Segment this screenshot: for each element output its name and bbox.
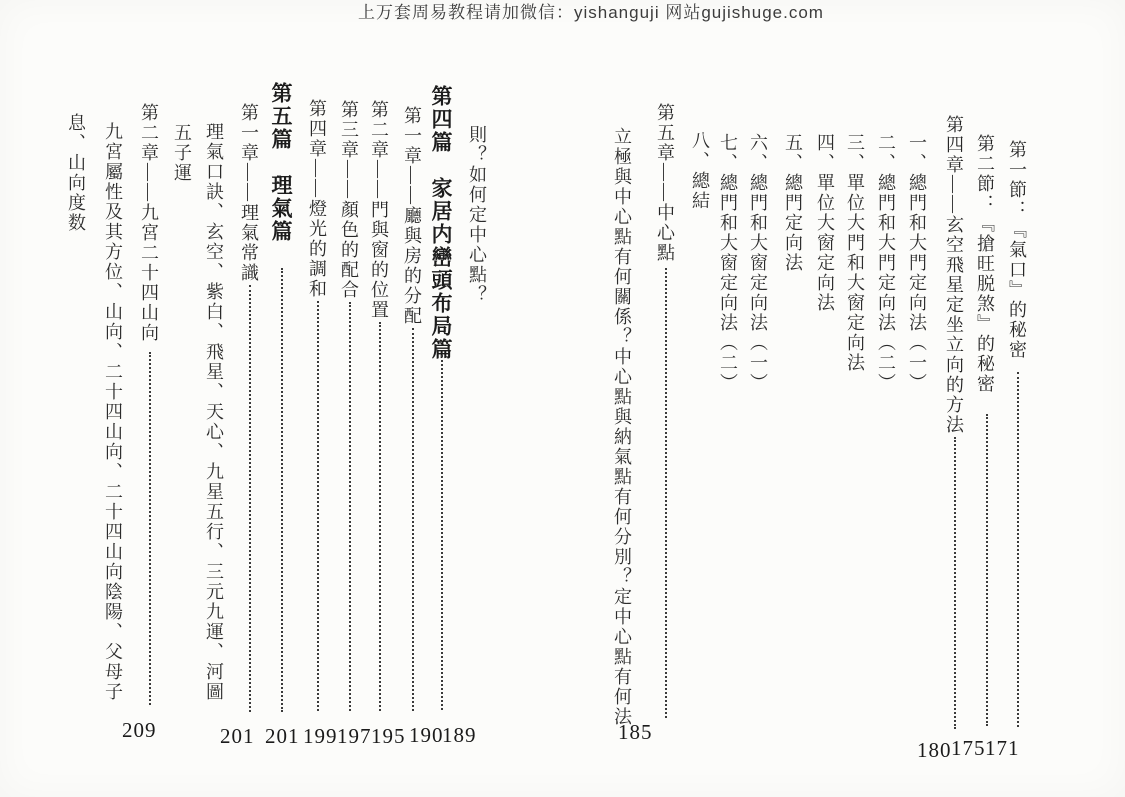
toc-part-title: 第四篇 家居内巒頭布局篇	[429, 85, 453, 361]
page-number: 180	[917, 738, 952, 762]
page-number: 175	[951, 736, 986, 760]
toc-sub-entry: 則？如何定中心點？	[467, 125, 487, 305]
toc-sub-entry: 四、單位大窗定向法	[815, 133, 835, 313]
toc-sub-entry: 理氣口訣、玄空、紫白、飛星、天心、九星五行、三元九運、河圖	[204, 122, 224, 702]
page-number: 171	[985, 736, 1020, 760]
toc-sub-entry: 五子運	[172, 123, 192, 183]
toc-sub-entry: 立極與中心點有何關係？中心點與納氣點有何分別？定中心點有何法	[612, 127, 632, 727]
page-number: 189	[442, 723, 477, 747]
page-number: 199	[303, 724, 338, 748]
toc-chapter-entry: 第一章——廳與房的分配	[402, 106, 422, 326]
toc-chapter-entry: 第二章——九宮二十四山向	[139, 103, 159, 343]
dotted-leader	[1017, 372, 1019, 727]
toc-sub-entry: 七、總門和大窗定向法（二）	[718, 133, 738, 393]
dotted-leader	[441, 355, 443, 710]
dotted-leader	[986, 414, 988, 726]
toc-chapter-entry: 第三章——顏色的配合	[339, 100, 359, 300]
page-number: 201	[265, 724, 300, 748]
watermark-text: 上万套周易教程请加微信：yishanguji 网站gujishuge.com	[358, 3, 824, 22]
page-number: 201	[220, 724, 255, 748]
toc-sub-entry: 八、總結	[690, 131, 710, 211]
page-number: 185	[618, 720, 653, 744]
dotted-leader	[149, 352, 151, 705]
toc-sub-entry: 息、山向度数	[66, 113, 86, 233]
dotted-leader	[412, 328, 414, 711]
dotted-leader	[379, 322, 381, 711]
dotted-leader	[249, 285, 251, 712]
dotted-leader	[665, 268, 667, 718]
toc-chapter-entry: 第四章——燈光的調和	[307, 99, 327, 299]
page-number: 195	[371, 724, 406, 748]
toc-sub-entry: 一、總門和大門定向法（一）	[907, 133, 927, 393]
toc-chapter-entry: 第四章——玄空飛星定坐立向的方法	[944, 115, 964, 435]
toc-sub-entry: 九宮屬性及其方位、山向、二十四山向、二十四山向陰陽、父母子	[103, 122, 123, 702]
dotted-leader	[281, 268, 283, 712]
dotted-leader	[349, 302, 351, 711]
toc-sub-entry: 三、單位大門和大窗定向法	[845, 133, 865, 373]
toc-part-title: 第五篇 理氣篇	[269, 82, 293, 243]
dotted-leader	[317, 301, 319, 711]
toc-chapter-entry: 第一章——理氣常識	[239, 103, 259, 283]
toc-sub-entry: 六、總門和大窗定向法（一）	[748, 133, 768, 393]
page-number: 197	[337, 724, 372, 748]
toc-sub-entry: 二、總門和大門定向法（二）	[876, 133, 896, 393]
page-number: 190	[409, 723, 444, 747]
toc-sub-entry: 五、總門定向法	[783, 133, 803, 273]
dotted-leader	[954, 437, 956, 729]
toc-chapter-entry: 第五章——中心點	[655, 103, 675, 263]
page-number: 209	[122, 718, 157, 742]
toc-chapter-entry: 第二節：『搶旺脱煞』的秘密	[975, 134, 995, 394]
toc-chapter-entry: 第一節：『氣口』的秘密	[1007, 140, 1027, 360]
toc-chapter-entry: 第二章——門與窗的位置	[369, 100, 389, 320]
